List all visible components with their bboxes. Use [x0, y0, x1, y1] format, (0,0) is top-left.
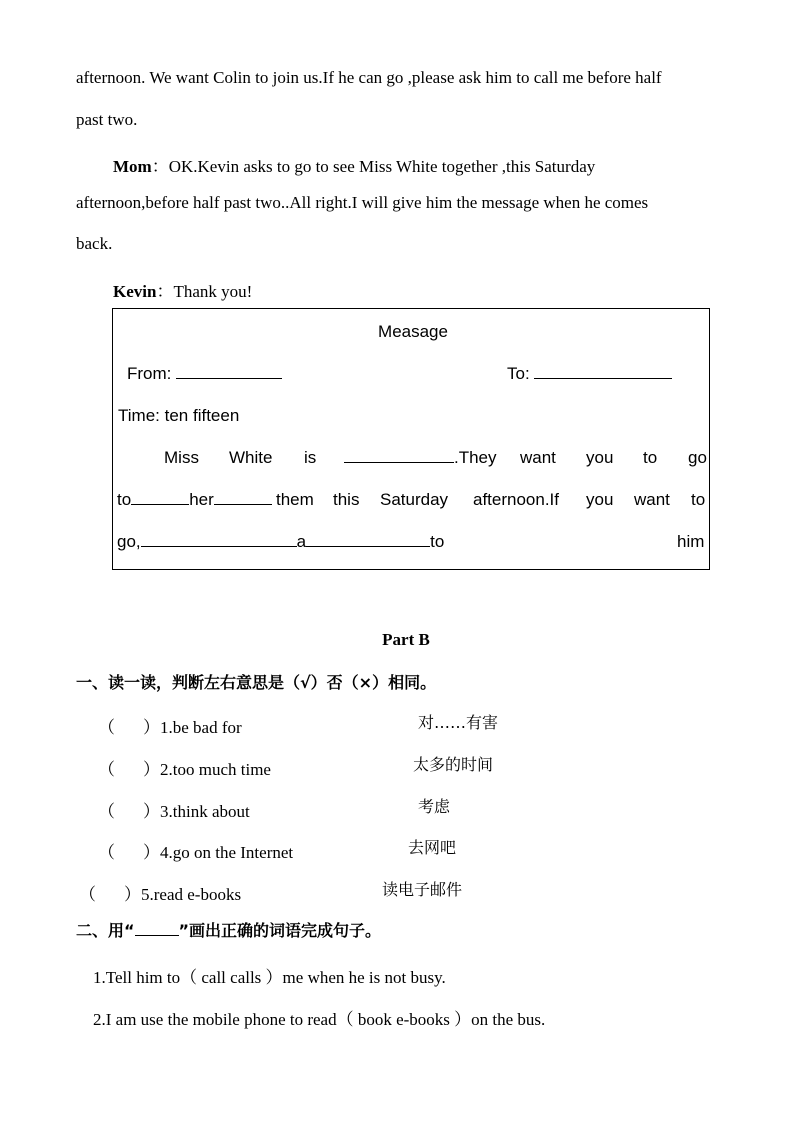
kevin-text: Thank you! [173, 282, 253, 301]
mom-text-2: afternoon,before half past two..All right.I will give him the message when he comes [76, 193, 649, 212]
msg-row3-start [117, 532, 444, 552]
kevin-line [113, 277, 252, 302]
item-5-zh: 读电子邮件 [382, 880, 463, 899]
kevin-colon: ： [156, 282, 174, 302]
item-paren-open[interactable]: （ [98, 760, 115, 780]
msg-word: to [117, 490, 132, 509]
msg-word: want [634, 490, 670, 509]
msg-word: is [304, 448, 317, 467]
from-field [127, 364, 282, 384]
msg-word: to [430, 532, 445, 551]
msg-word: you [586, 490, 614, 509]
part-b-title: Part B [382, 630, 430, 649]
blank[interactable] [131, 490, 189, 505]
item-paren-open[interactable]: （ [98, 718, 115, 738]
item-paren-close: ） [143, 843, 160, 863]
item-2-zh: 太多的时间 [413, 755, 494, 774]
item-paren-open[interactable]: （ [79, 885, 96, 905]
time-label: Time: [118, 406, 160, 425]
mom-text-3: back. [76, 234, 113, 253]
msg-word: .They [454, 448, 497, 467]
blank[interactable] [141, 532, 297, 547]
dialogue-line-1: afternoon. We want Colin to join us.If he can go ,please ask him to call me before half [76, 68, 662, 87]
dialogue-line-2: past two. [76, 110, 138, 129]
sentence-2: 2.I am use the mobile phone to read（ book e-books ）on the bus. [93, 1010, 546, 1029]
msg-word: her [189, 490, 214, 509]
msg-word: them [276, 490, 314, 509]
msg-word: White [229, 448, 273, 467]
item-1-zh: 对……有害 [418, 713, 499, 732]
message-box [112, 308, 710, 570]
section-2-heading-a: 二、用“ [76, 921, 135, 940]
msg-word: this [333, 490, 360, 509]
message-title: Measage [378, 322, 448, 341]
msg-word: a [296, 532, 307, 551]
item-paren-open[interactable]: （ [98, 843, 115, 863]
msg-word: to [643, 448, 658, 467]
msg-blank-row1 [344, 448, 497, 468]
section-2-heading-b: ”画出正确的词语完成句子。 [178, 921, 382, 940]
item-2 [98, 755, 271, 780]
to-label: To: [507, 364, 530, 383]
msg-word: Miss [164, 448, 199, 467]
item-paren-close: ） [143, 760, 160, 780]
to-blank[interactable] [534, 364, 672, 379]
kevin-speaker: Kevin [113, 282, 157, 301]
time-value: ten fifteen [164, 406, 240, 425]
item-paren-close: ） [124, 885, 141, 905]
msg-word: you [586, 448, 614, 467]
item-en: 1.be bad for [160, 718, 242, 737]
msg-word: go [688, 448, 707, 467]
item-3-zh: 考虑 [418, 797, 451, 816]
blank[interactable] [344, 448, 454, 463]
mom-colon: ： [151, 157, 169, 177]
from-blank[interactable] [176, 364, 282, 379]
msg-word: to [691, 490, 706, 509]
sentence-1: 1.Tell him to（ call calls ）me when he is not busy. [93, 968, 446, 987]
mom-speaker: Mom [113, 157, 152, 176]
item-4-zh: 去网吧 [408, 838, 457, 857]
msg-word: Saturday [380, 490, 449, 509]
blank[interactable] [306, 532, 430, 547]
item-en: 3.think about [160, 802, 250, 821]
item-1 [98, 713, 242, 738]
item-en: 5.read e-books [141, 885, 242, 904]
underline-sample [135, 923, 179, 936]
item-4 [98, 838, 293, 863]
from-label: From: [127, 364, 172, 383]
mom-line [113, 152, 595, 177]
msg-word: want [520, 448, 556, 467]
to-field [507, 364, 672, 384]
item-5 [79, 880, 241, 905]
msg-word: him [677, 532, 705, 551]
time-field [118, 406, 239, 426]
msg-word: afternoon.If [473, 490, 560, 509]
item-paren-open[interactable]: （ [98, 802, 115, 822]
item-en: 4.go on the Internet [160, 843, 294, 862]
item-paren-close: ） [143, 802, 160, 822]
section-1-heading: 一、读一读，判断左右意思是（√）否（×）相同。 [76, 673, 437, 692]
item-paren-close: ） [143, 718, 160, 738]
msg-row2-start [117, 490, 272, 510]
section-2-heading [76, 918, 381, 941]
mom-text-1: OK.Kevin asks to go to see Miss White together ,this Saturday [168, 157, 596, 176]
item-en: 2.too much time [160, 760, 271, 779]
msg-word: go, [117, 532, 141, 551]
item-3 [98, 797, 250, 822]
blank[interactable] [214, 490, 272, 505]
